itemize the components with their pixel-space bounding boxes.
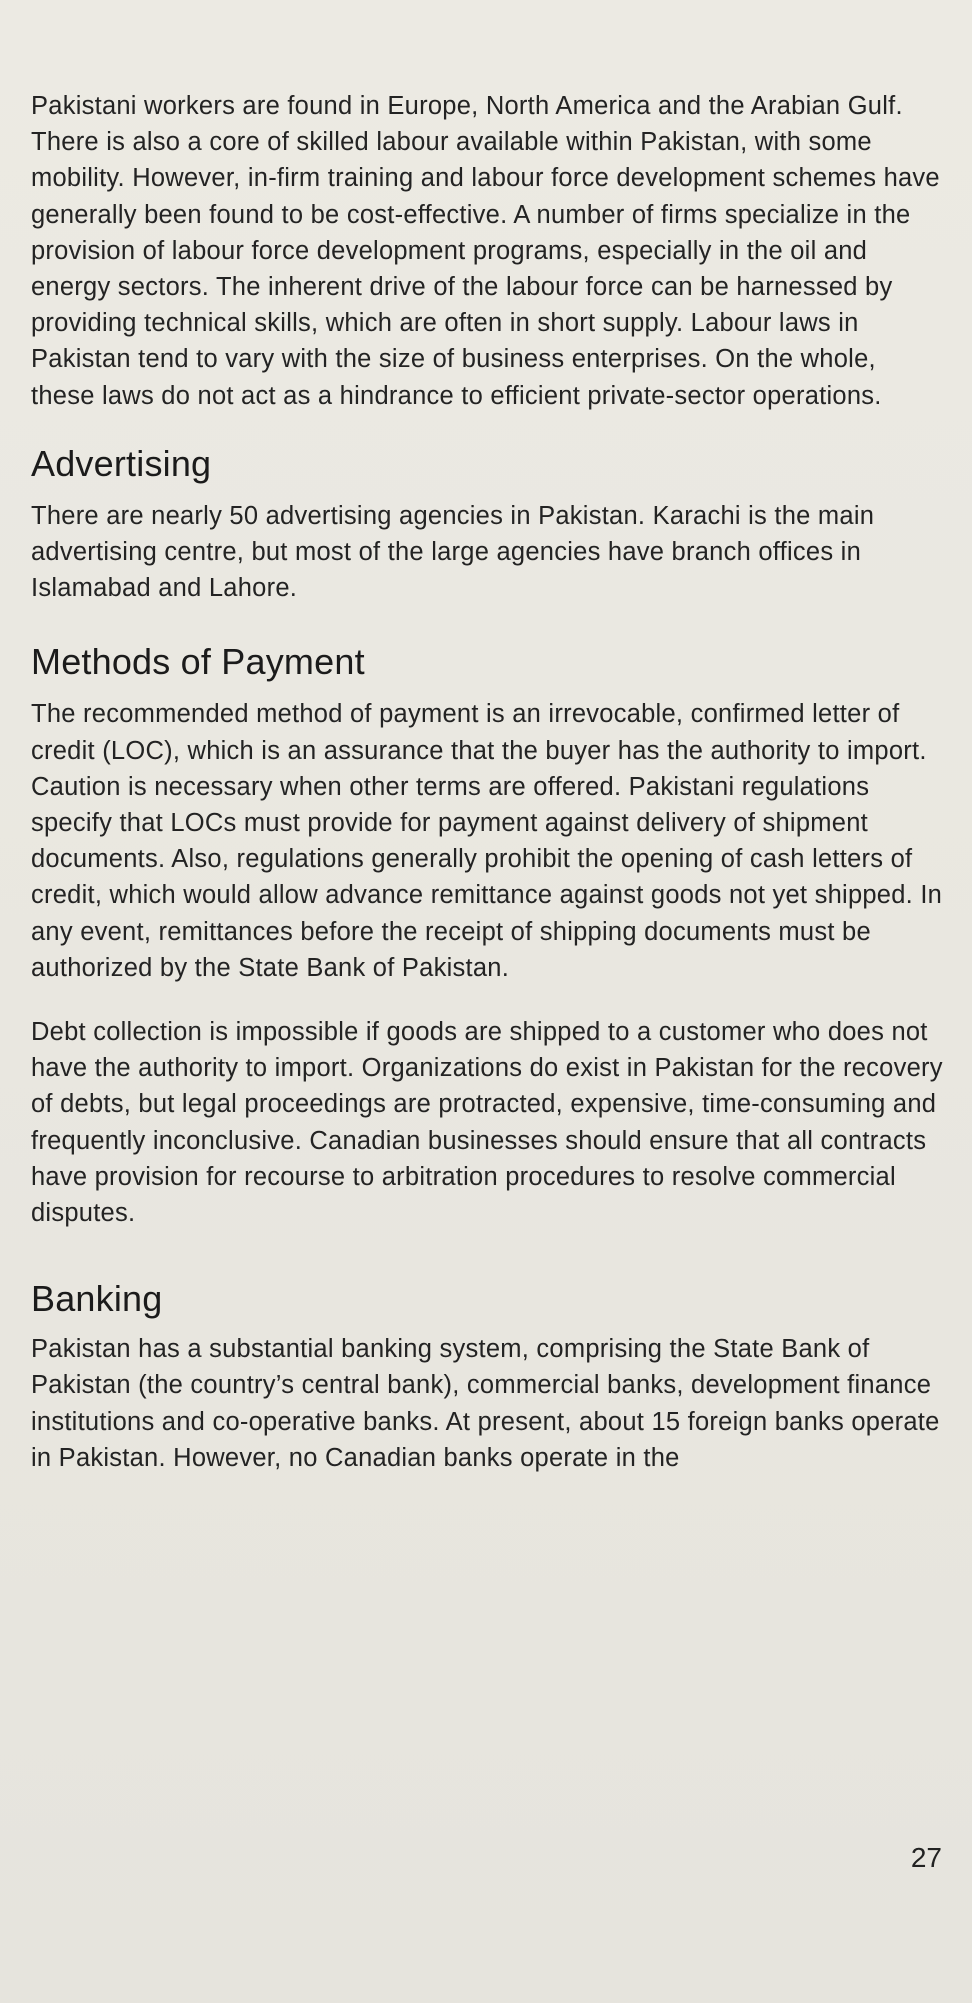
methods-of-payment-paragraph-1: The recommended method of payment is an irrevocable, confirmed letter of credit (LOC), which is an assurance that the buyer has the authority to import. Caution is necessary when other terms are offered. Pakistani regulations specify that LOCs must provide for payment against delivery of shipment documents. Also, regulations generally prohibit the opening of cash letters of credit, which would allow advance remittance against goods not yet shipped. In any event, remittances before the receipt of shipping documents must be authorized by the State Bank of Pakistan. (31, 700, 943, 982)
page-number: 27 (910, 1842, 942, 1873)
banking-paragraph: Pakistan has a substantial banking system, comprising the State Bank of Pakistan (the country’s central bank), commercial banks, development finance institutions and co-operative banks. At present, about 15 foreign banks operate in Pakistan. However, no Canadian banks operate in the (31, 1335, 940, 1472)
advertising-heading: Advertising (31, 442, 212, 484)
methods-of-payment-heading: Methods of Payment (31, 641, 365, 683)
advertising-paragraph: There are nearly 50 advertising agencies in Pakistan. Karachi is the main advertising centre, but most of the large agencies have branch offices in Islamabad and Lahore. (31, 501, 875, 603)
banking-heading: Banking (31, 1278, 163, 1320)
labour-paragraph: Pakistani workers are found in Europe, North America and the Arabian Gulf. There is also a core of skilled labour available within Pakistan, with some mobility. However, in-firm training and labour force development schemes have generally been found to be cost-effective. A number of firms specialize in the provision of labour force development programs, especially in the oil and energy sectors. The inherent drive of the labour force can be harnessed by providing technical skills, which are often in short supply. Labour laws in Pakistan tend to vary with the size of business enterprises. On the whole, these laws do not act as a hindrance to efficient private-sector operations. (31, 92, 940, 410)
methods-of-payment-paragraph-2: Debt collection is impossible if goods are shipped to a customer who does not have the authority to import. Organizations do exist in Pakistan for the recovery of debts, but legal proceedings are protracted, expensive, time-consuming and frequently inconclusive. Canadian businesses should ensure that all contracts have provision for recourse to arbitration procedures to resolve commercial disputes. (31, 1018, 943, 1228)
page-content (31, 88, 946, 1476)
